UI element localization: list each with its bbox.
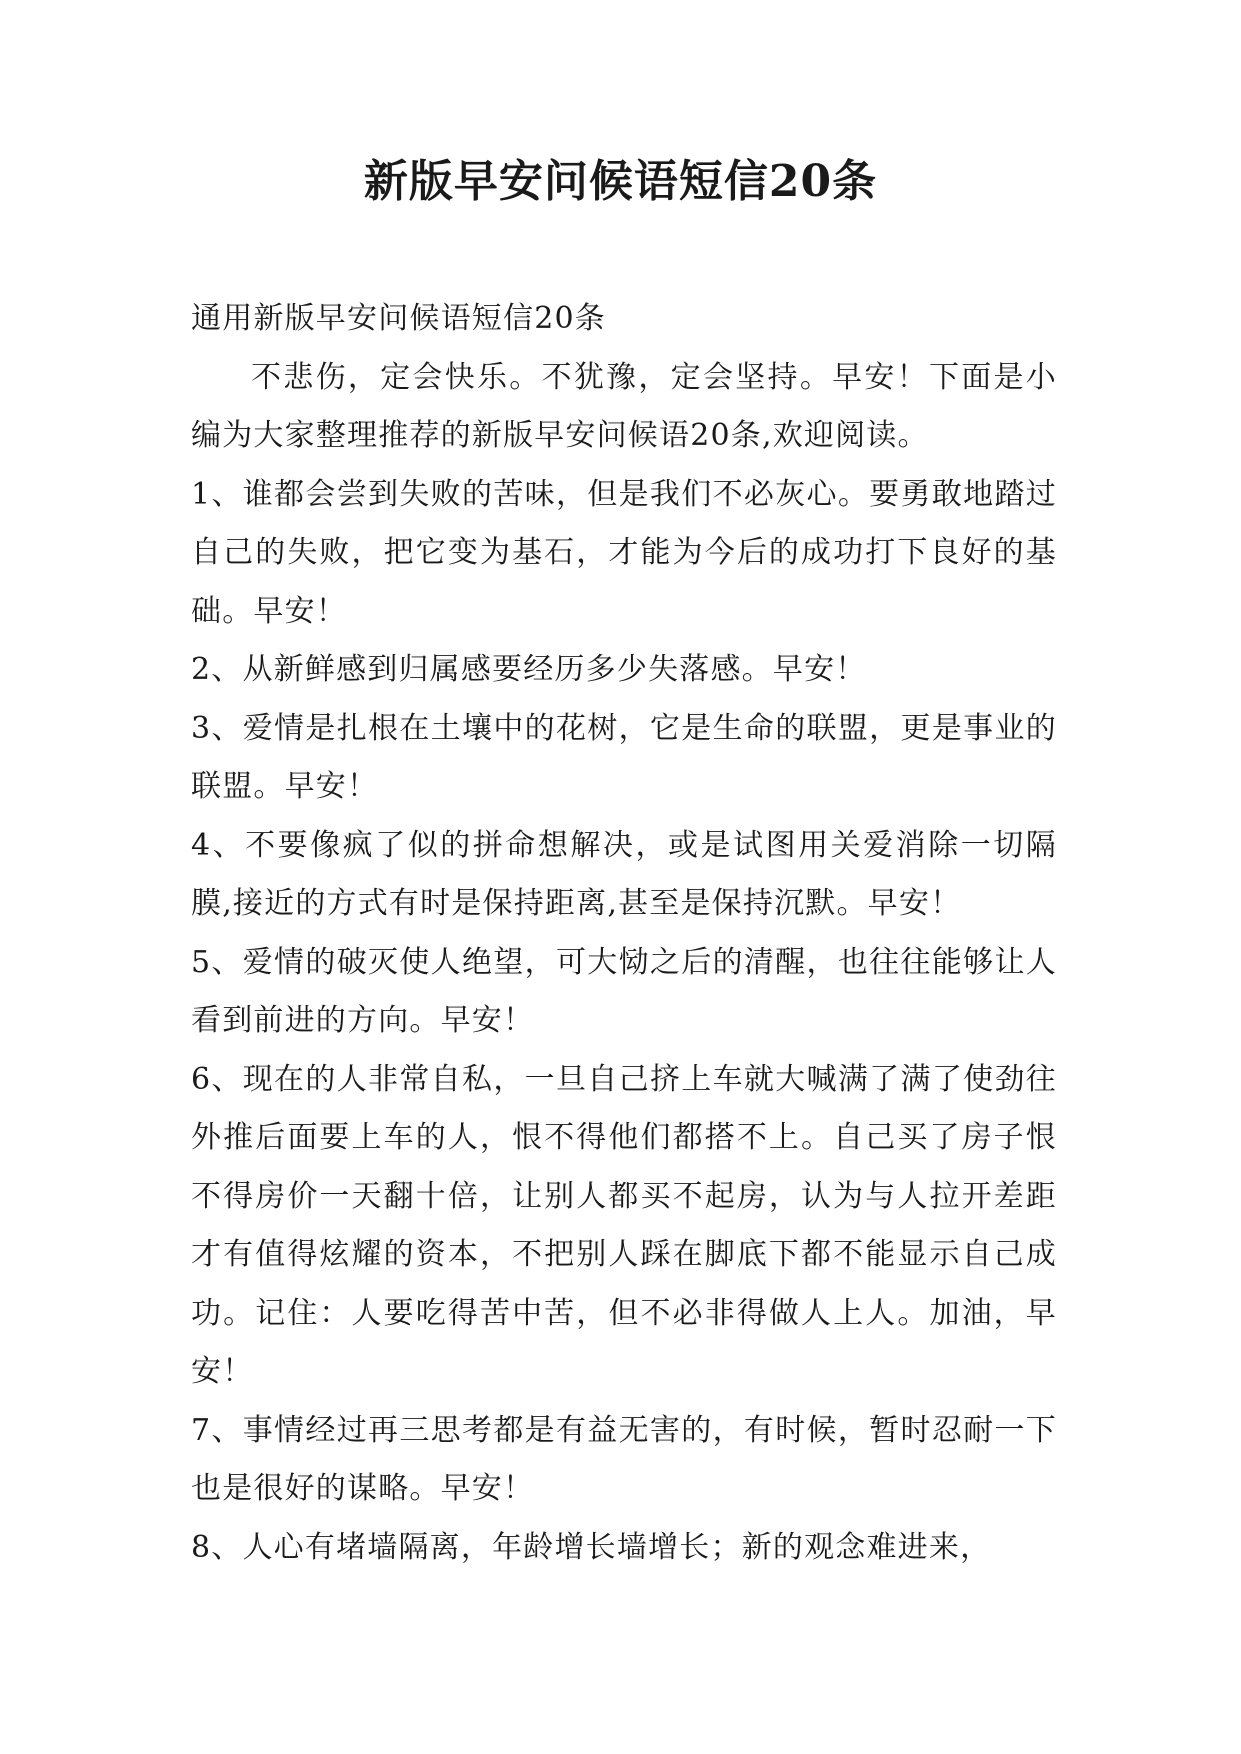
list-item: 2、从新鲜感到归属感要经历多少失落感。早安！ — [191, 652, 867, 687]
document-title: 新版早安问候语短信20条 — [363, 156, 878, 207]
document-subtitle: 通用新版早安问候语短信20条 — [191, 301, 606, 336]
list-item: 4、不要像疯了似的拼命想解决，或是试图用关爱消除一切隔膜,接近的方式有时是保持距离,甚至是保持沉默。早安！ — [191, 827, 1057, 921]
list-item: 7、事情经过再三思考都是有益无害的，有时候，暂时忍耐一下也是很好的谋略。早安！ — [191, 1412, 1057, 1506]
list-item: 6、现在的人非常自私，一旦自己挤上车就大喊满了满了使劲往外推后面要上车的人，恨不得他们都搭不上。自己买了房子恨不得房价一天翻十倍，让别人都买不起房，认为与人拉开差距才有值得炫耀的资本，不把别人踩在脚底下都不能显示自己成功。记住：人要吃得苦中苦，但不必非得做人上人。加油，早安！ — [191, 1061, 1057, 1389]
list-item: 3、爱情是扎根在土壤中的花树，它是生命的联盟，更是事业的联盟。早安！ — [191, 710, 1057, 804]
document-body — [191, 290, 1057, 1577]
list-item: 5、爱情的破灭使人绝望，可大恸之后的清醒，也往往能够让人看到前进的方向。早安！ — [191, 944, 1057, 1038]
list-item: 8、人心有堵墙隔离，年龄增长墙增长；新的观念难进来， — [191, 1529, 992, 1565]
intro-paragraph: 不悲伤，定会快乐。不犹豫，定会坚持。早安！下面是小编为大家整理推荐的新版早安问候语20条,欢迎阅读。 — [191, 359, 1057, 453]
list-item: 1、谁都会尝到失败的苦味，但是我们不必灰心。要勇敢地踏过自己的失败，把它变为基石，才能为今后的成功打下良好的基础。早安！ — [191, 476, 1057, 629]
